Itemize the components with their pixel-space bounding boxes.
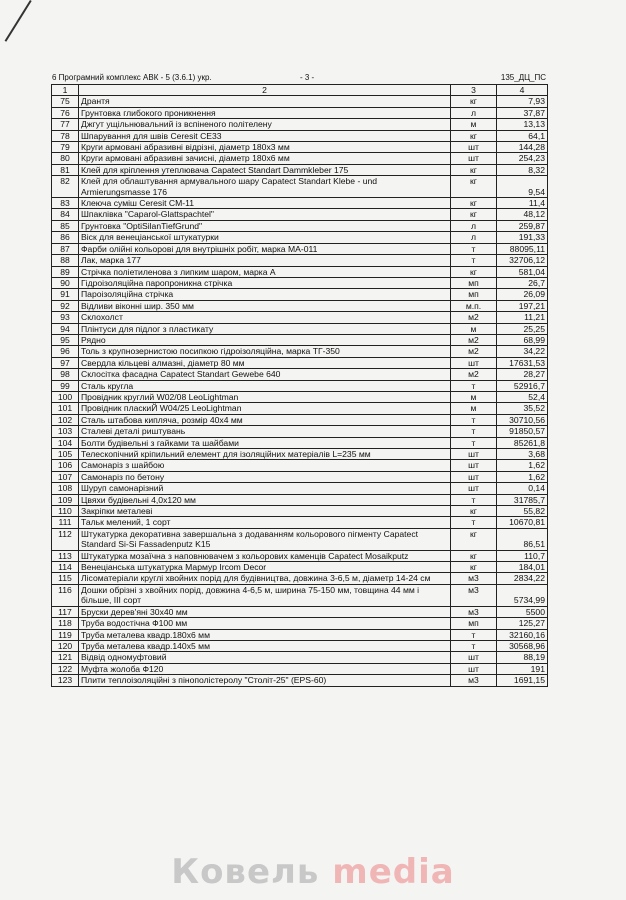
row-number: 107 [52,471,79,482]
row-number: 77 [52,119,79,130]
row-number: 98 [52,369,79,380]
table-row [52,437,548,448]
row-name: Штукатурка декоративна завершальна з додаванням кольорового пігменту Capatect Standard Si-Si Fassadenputz K15 [79,528,451,550]
table-row [52,517,548,528]
row-name: Провідник пласкиЙ W04/25 LeoLightman [79,403,451,414]
row-value: 30568,96 [497,640,548,651]
row-unit: т [451,437,497,448]
table-row [52,323,548,334]
row-name: Дрантя [79,96,451,107]
table-row [52,618,548,629]
row-value: 88095,11 [497,243,548,254]
row-name: Муфта жолоба Ф120 [79,663,451,674]
row-value: 91850,57 [497,426,548,437]
table-row [52,562,548,573]
row-number: 75 [52,96,79,107]
row-unit: шт [451,471,497,482]
row-unit: шт [451,449,497,460]
row-unit: кг [451,96,497,107]
row-number: 85 [52,220,79,231]
row-name: Плінтуси для підлог з пластикату [79,323,451,334]
row-value: 86,51 [497,528,548,550]
row-value: 13,13 [497,119,548,130]
table-row [52,471,548,482]
row-number: 105 [52,449,79,460]
row-value: 125,27 [497,618,548,629]
row-name: Клеюча суміш Ceresit CM-11 [79,198,451,209]
table-row [52,584,548,606]
row-unit: шт [451,153,497,164]
row-value: 1691,15 [497,675,548,686]
table-row [52,460,548,471]
row-value: 37,87 [497,107,548,118]
row-number: 92 [52,300,79,311]
row-value: 26,7 [497,277,548,288]
row-name: Труба водостічна Ф100 мм [79,618,451,629]
row-number: 111 [52,517,79,528]
table-row [52,449,548,460]
table-row [52,550,548,561]
row-name: Лак, марка 177 [79,255,451,266]
row-value: 34,22 [497,346,548,357]
row-number: 103 [52,426,79,437]
document-code: 135_ДЦ_ПС [500,73,546,82]
row-number: 96 [52,346,79,357]
table-row [52,176,548,198]
row-name: Шуруп самонарізний [79,483,451,494]
row-unit: шт [451,652,497,663]
row-value: 55,82 [497,506,548,517]
row-unit: кг [451,266,497,277]
row-value: 25,25 [497,323,548,334]
row-unit: л [451,232,497,243]
table-row [52,357,548,368]
row-unit: мп [451,289,497,300]
row-value: 1,62 [497,460,548,471]
row-name: Сталь штабова кипляча, розмір 40х4 мм [79,414,451,425]
watermark-part1: Ковель [171,852,320,892]
table-row [52,663,548,674]
row-number: 110 [52,506,79,517]
row-number: 102 [52,414,79,425]
row-value: 254,23 [497,153,548,164]
row-number: 80 [52,153,79,164]
table-header-row [52,85,548,96]
table-row [52,652,548,663]
row-unit: м2 [451,369,497,380]
table-row [52,220,548,231]
row-number: 93 [52,312,79,323]
row-value: 581,04 [497,266,548,277]
row-number: 97 [52,357,79,368]
row-number: 121 [52,652,79,663]
table-row [52,312,548,323]
row-name: Рядно [79,334,451,345]
row-value: 68,99 [497,334,548,345]
col-header-name: 2 [79,85,451,96]
row-name: Закріпки металеві [79,506,451,517]
row-number: 89 [52,266,79,277]
table-row [52,300,548,311]
row-name: Штукатурка мозаїчна з наповнювачем з кольорових каменців Capatect Mosaikputz [79,550,451,561]
table-row [52,573,548,584]
row-name: Відливи віконні шир. 350 мм [79,300,451,311]
table-row [52,289,548,300]
row-value: 0,14 [497,483,548,494]
row-value: 30710,56 [497,414,548,425]
row-name: Відвід одномуфтовий [79,652,451,663]
row-value: 7,93 [497,96,548,107]
row-number: 117 [52,606,79,617]
row-value: 64,1 [497,130,548,141]
row-number: 122 [52,663,79,674]
row-number: 87 [52,243,79,254]
row-unit: л [451,107,497,118]
table-row [52,346,548,357]
row-number: 115 [52,573,79,584]
row-unit: м2 [451,346,497,357]
row-name: Сталь кругла [79,380,451,391]
row-unit: т [451,494,497,505]
row-name: Лісоматеріали круглі хвойних порід для будівництва, довжина 3-6,5 м, діаметр 14-24 см [79,573,451,584]
row-number: 118 [52,618,79,629]
row-unit: л [451,220,497,231]
row-unit: кг [451,506,497,517]
row-unit: т [451,255,497,266]
row-unit: м3 [451,584,497,606]
row-unit: кг [451,198,497,209]
row-unit: мп [451,277,497,288]
row-name: Клей для облаштування армувального шару Capatect Standart Klebe - und Armierungsmasse 176 [79,176,451,198]
table-row [52,255,548,266]
row-name: Телескопічний кріпильний елемент для ізоляційних матеріалів L=235 мм [79,449,451,460]
row-number: 112 [52,528,79,550]
table-row [52,426,548,437]
table-row [52,277,548,288]
row-value: 52916,7 [497,380,548,391]
row-name: Дошки обрізні з хвойних порід, довжина 4-6,5 м, ширина 75-150 мм, товщина 44 мм і більше, III сорт [79,584,451,606]
row-unit: т [451,640,497,651]
row-name: Джгут ущільнювальний із вспіненого політелену [79,119,451,130]
row-name: Свердла кільцеві алмазні, діаметр 80 мм [79,357,451,368]
row-value: 31785,7 [497,494,548,505]
materials-table [51,84,548,687]
row-unit: кг [451,164,497,175]
row-name: Сталеві деталі риштувань [79,426,451,437]
row-number: 123 [52,675,79,686]
row-name: Цвяхи будівельні 4,0х120 мм [79,494,451,505]
row-value: 1,62 [497,471,548,482]
row-number: 76 [52,107,79,118]
row-unit: шт [451,460,497,471]
table-row [52,506,548,517]
row-number: 94 [52,323,79,334]
row-unit: т [451,426,497,437]
watermark-part2: media [332,852,455,892]
software-label: 6 Програмний комплекс АВК - 5 (3.6.1) укр. [52,73,212,82]
row-number: 101 [52,403,79,414]
row-value: 191 [497,663,548,674]
row-name: Тальк мелений, 1 сорт [79,517,451,528]
corner-pen-mark [5,0,32,42]
row-name: Клей для кріплення утеплювача Capatect Standart Dammkleber 175 [79,164,451,175]
row-name: Самонаріз з шайбою [79,460,451,471]
row-name: Грунтовка "OptiSilanTiefGrund" [79,220,451,231]
row-unit: т [451,243,497,254]
row-number: 100 [52,391,79,402]
row-name: Стрічка поліетиленова з липким шаром, марка А [79,266,451,277]
row-name: Толь з крупнозернистою посипкою гідроізоляційна, марка ТГ-350 [79,346,451,357]
row-name: Склохолст [79,312,451,323]
row-number: 84 [52,209,79,220]
row-value: 17631,53 [497,357,548,368]
table-row [52,107,548,118]
row-number: 79 [52,142,79,153]
row-value: 28,27 [497,369,548,380]
row-unit: кг [451,550,497,561]
row-value: 5500 [497,606,548,617]
row-name: Грунтовка глибокого проникнення [79,107,451,118]
row-name: Самонаріз по бетону [79,471,451,482]
table-row [52,369,548,380]
row-name: Труба металева квадр.140х5 мм [79,640,451,651]
row-unit: м2 [451,334,497,345]
table-row [52,391,548,402]
row-number: 78 [52,130,79,141]
row-value: 52,4 [497,391,548,402]
row-number: 116 [52,584,79,606]
row-unit: шт [451,663,497,674]
table-row [52,640,548,651]
row-name: Плити теплоізоляційні з пінополістеролу "Століт-25" (EPS-60) [79,675,451,686]
table-row [52,528,548,550]
table-row [52,164,548,175]
table-row [52,494,548,505]
row-value: 48,12 [497,209,548,220]
row-name: Шпарування для швів Ceresit CE33 [79,130,451,141]
table-row [52,483,548,494]
row-name: Бруски дерев'яні 30х40 мм [79,606,451,617]
row-value: 35,52 [497,403,548,414]
row-unit: кг [451,562,497,573]
table-row [52,243,548,254]
row-value: 259,87 [497,220,548,231]
row-value: 32160,16 [497,629,548,640]
table-row [52,403,548,414]
row-value: 8,32 [497,164,548,175]
row-unit: м [451,323,497,334]
row-number: 88 [52,255,79,266]
row-name: Гідроізоляційна паропроникна стрічка [79,277,451,288]
row-name: Круги армовані абразивні зачисні, діаметр 180х6 мм [79,153,451,164]
row-name: Віск для венеціанської штукатурки [79,232,451,243]
row-number: 86 [52,232,79,243]
row-value: 9,54 [497,176,548,198]
row-number: 95 [52,334,79,345]
row-unit: кг [451,176,497,198]
col-header-unit: 3 [451,85,497,96]
table-row [52,232,548,243]
row-unit: шт [451,357,497,368]
row-name: Провідник круглий W02/08 LeoLightman [79,391,451,402]
row-unit: т [451,629,497,640]
table-row [52,130,548,141]
table-row [52,209,548,220]
table-row [52,629,548,640]
row-name: Склосітка фасадна Capatect Standart Gewebe 640 [79,369,451,380]
row-value: 88,19 [497,652,548,663]
row-value: 10670,81 [497,517,548,528]
row-unit: т [451,517,497,528]
table-row [52,414,548,425]
col-header-number: 1 [52,85,79,96]
row-value: 110,7 [497,550,548,561]
row-value: 26,09 [497,289,548,300]
table-row [52,334,548,345]
row-number: 82 [52,176,79,198]
row-value: 11,21 [497,312,548,323]
table-body [52,96,548,686]
row-unit: т [451,380,497,391]
row-number: 90 [52,277,79,288]
row-name: Шпаклівка "Caparol-Glattspachtel" [79,209,451,220]
row-name: Пароізоляційна стрічка [79,289,451,300]
table-row [52,153,548,164]
row-value: 3,68 [497,449,548,460]
row-unit: шт [451,483,497,494]
row-value: 11,4 [497,198,548,209]
row-unit: м3 [451,573,497,584]
table-row [52,675,548,686]
row-unit: м2 [451,312,497,323]
row-value: 144,28 [497,142,548,153]
table-row [52,96,548,107]
row-value: 191,33 [497,232,548,243]
row-unit: мп [451,618,497,629]
row-number: 119 [52,629,79,640]
row-name: Круги армовані абразивні відрізні, діаметр 180х3 мм [79,142,451,153]
row-unit: м [451,391,497,402]
row-value: 85261,8 [497,437,548,448]
table-row [52,142,548,153]
row-value: 2834,22 [497,573,548,584]
row-unit: кг [451,130,497,141]
row-unit: м3 [451,675,497,686]
row-unit: кг [451,528,497,550]
row-unit: м [451,119,497,130]
table-row [52,380,548,391]
row-value: 184,01 [497,562,548,573]
row-number: 91 [52,289,79,300]
row-number: 109 [52,494,79,505]
table-row [52,198,548,209]
row-number: 104 [52,437,79,448]
row-unit: м.п. [451,300,497,311]
row-number: 99 [52,380,79,391]
row-name: Труба металева квадр.180х6 мм [79,629,451,640]
table-row [52,606,548,617]
col-header-value: 4 [497,85,548,96]
row-number: 114 [52,562,79,573]
row-name: Венеціанська штукатурка Мармур Ircom Decor [79,562,451,573]
table-row [52,119,548,130]
row-number: 108 [52,483,79,494]
row-unit: т [451,414,497,425]
row-unit: м3 [451,606,497,617]
row-value: 197,21 [497,300,548,311]
watermark-logo [0,852,626,892]
row-name: Фарби олійні кольорові для внутрішніх робіт, марка МА-011 [79,243,451,254]
row-value: 5734,99 [497,584,548,606]
page-number: - 3 - [300,73,315,82]
row-unit: м [451,403,497,414]
row-number: 113 [52,550,79,561]
row-number: 83 [52,198,79,209]
row-unit: кг [451,209,497,220]
row-name: Болти будівельні з гайками та шайбами [79,437,451,448]
row-number: 120 [52,640,79,651]
table-row [52,266,548,277]
row-number: 81 [52,164,79,175]
row-unit: шт [451,142,497,153]
row-number: 106 [52,460,79,471]
row-value: 32706,12 [497,255,548,266]
